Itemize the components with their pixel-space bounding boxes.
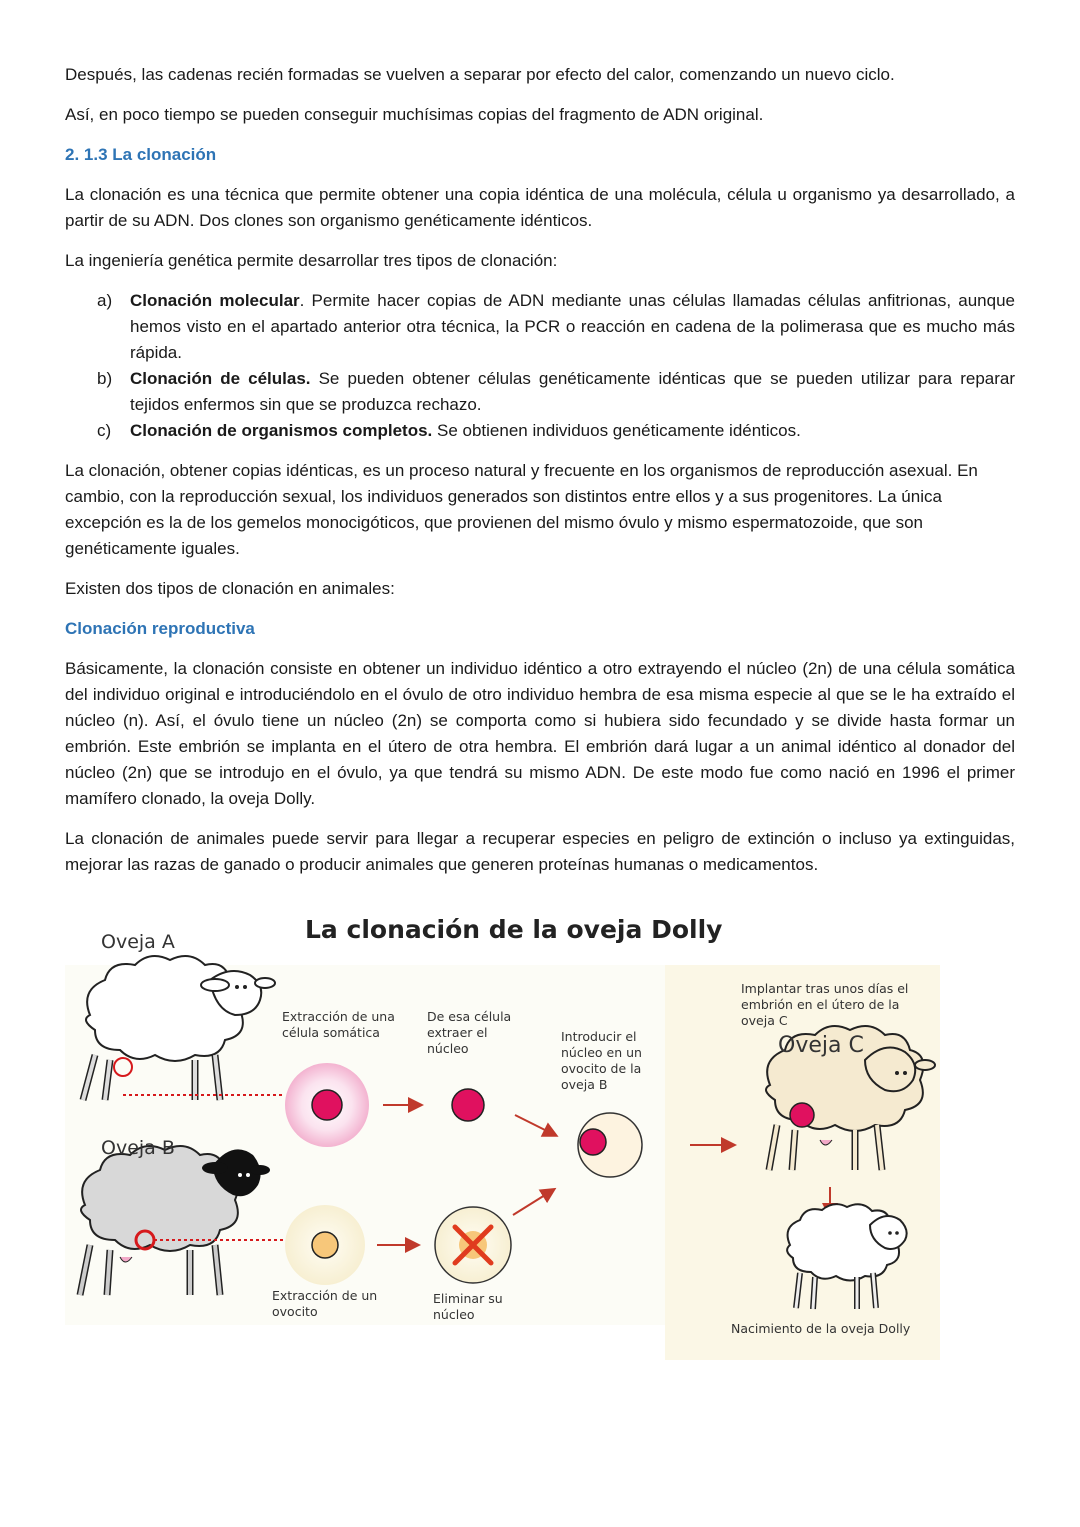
label-step-birth: Nacimiento de la oveja Dolly [731, 1321, 911, 1336]
paragraph-types-intro: La ingeniería genética permite desarrollar tres tipos de clonación: [65, 251, 558, 270]
label-sheep-a: Oveja A [101, 931, 175, 953]
label-step-nucleus: De esa célula extraer el núcleo [427, 1009, 512, 1056]
transferred-nucleus [580, 1129, 606, 1155]
list-item [97, 366, 1015, 418]
label-sheep-c: Oveja C [778, 1033, 864, 1058]
document-body [65, 62, 1015, 892]
list-term: Clonación de células. [130, 369, 311, 388]
paragraph-intro-2: Así, en poco tiempo se pueden conseguir muchísimas copias del fragmento de ADN original. [65, 105, 764, 124]
paragraph-natural-cloning: La clonación, obtener copias idénticas, es un proceso natural y frecuente en los organismos de reproducción asexual. En cambio, con la reproducción sexual, los individuos generados son distintos entre ellos y a sus progenitores. La única excepción es la de los gemelos monocigóticos, que provienen del mismo óvulo y mismo espermatozoide, que son genéticamente iguales. [65, 461, 978, 558]
paragraph-definition: La clonación es una técnica que permite obtener una copia idéntica de una molécula, célula u organismo ya desarrollado, a partir de su ADN. Dos clones son organismo genéticamente idénticos. [65, 185, 1015, 230]
list-marker: b) [97, 369, 113, 388]
label-step-oocyte: Extracción de un ovocito [272, 1288, 378, 1319]
label-step-implant: Implantar tras unos días el embrión en el útero de la oveja C [741, 981, 909, 1028]
label-sheep-b: Oveja B [101, 1137, 175, 1159]
list-text: Se obtienen individuos genéticamente idénticos. [432, 421, 801, 440]
subheading-reproductive-cloning: Clonación reproductiva [65, 619, 255, 638]
dolly-cloning-figure [65, 905, 945, 1365]
list-item [97, 418, 1015, 444]
extracted-nucleus [452, 1089, 484, 1121]
paragraph-reproductive: Básicamente, la clonación consiste en obtener un individuo idéntico a otro extrayendo el núcleo (2n) de una célula somática del individuo original e introduciéndolo en el óvulo de otro individuo hembra de esa misma especie al que se le ha extraído el núcleo (n). Así, el óvulo tiene un núcleo (2n) se comporta como si hubiera sido fecundado y se divide hasta formar un embrión. Este embrión se implanta en el útero de otra hembra. El embrión dará lugar a un animal idéntico al donador del núcleo (2n) que se introdujo en el óvulo, ya que tendrá su mismo ADN. De este modo fue como nació en 1996 el primer mamífero clonado, la oveja Dolly. [65, 659, 1015, 808]
somatic-cell-nucleus [312, 1090, 342, 1120]
paragraph-two-types: Existen dos tipos de clonación en animales: [65, 579, 395, 598]
list-text: Se pueden obtener células genéticamente idénticas que se pueden utilizar para reparar tejidos enfermos sin que se produzca rechazo. [130, 369, 1016, 414]
oocyte-nucleus [312, 1232, 338, 1258]
section-heading: 2. 1.3 La clonación [65, 145, 217, 164]
label-step-somatic: Extracción de una célula somática [282, 1009, 395, 1040]
cloning-types-list [65, 288, 1015, 444]
label-step-remove: Eliminar su núcleo [433, 1291, 503, 1322]
figure-title: La clonación de la oveja Dolly [305, 915, 723, 944]
paragraph-intro-1: Después, las cadenas recién formadas se vuelven a separar por efecto del calor, comenzando un nuevo ciclo. [65, 65, 895, 84]
paragraph-uses: La clonación de animales puede servir para llegar a recuperar especies en peligro de extinción o incluso ya extinguidas, mejorar las razas de ganado o producir animales que generen proteínas humanas o medicamentos. [65, 829, 1015, 874]
list-term: Clonación molecular [130, 291, 300, 310]
list-text: . Permite hacer copias de ADN mediante unas células llamadas células anfitrionas, aunque hemos visto en el apartado anterior otra técnica, la PCR o reacción en cadena de la polimerasa que es mucho más rápida. [130, 291, 1016, 362]
list-marker: a) [97, 291, 113, 310]
list-item [97, 288, 1015, 366]
list-term: Clonación de organismos completos. [130, 421, 433, 440]
list-marker: c) [97, 421, 112, 440]
label-step-introduce: Introducir el núcleo en un ovocito de la oveja B [561, 1029, 642, 1092]
